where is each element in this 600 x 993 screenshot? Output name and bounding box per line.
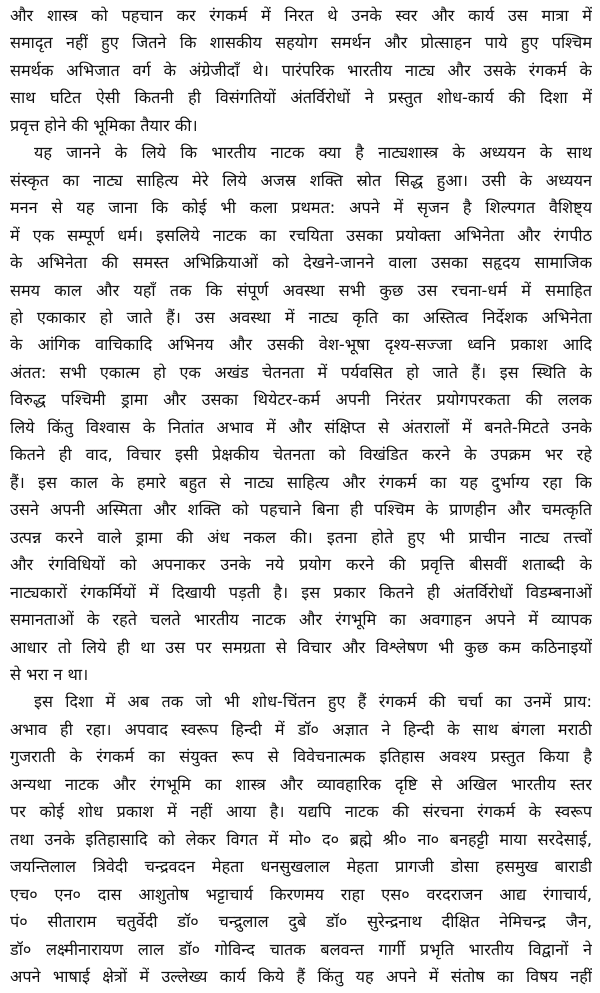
- text-line: से भरा न था।: [10, 665, 89, 684]
- text-line: पर कोई शोध प्रकाश में नहीं आया है। यद्यपि नाटक की संरचना रंगकर्म के स्वरूप: [10, 802, 592, 821]
- text-line: अभाव ही रहा। अपवाद स्वरूप हिन्दी में डॉ० अज्ञात ने हिन्दी के साथ बंगला मराठी: [10, 720, 592, 739]
- text-line: के अभिनेता की समस्त अभिक्रियाओं को देखने-जानने वाला उसका सहृदय सामाजिक: [10, 253, 592, 272]
- text-line: पं० सीताराम चतुर्वेदी डॉ० चन्द्रुलाल दुबे डॉ० सुरेन्द्रनाथ दीक्षित नेमिचन्द्र जैन,: [10, 912, 592, 931]
- text-line: प्रवृत्त होने की भूमिका तैयार की।: [10, 116, 198, 135]
- text-line: समानताओं के रहते चलते भारतीय नाटक और रंगभूमि का अवगाहन अपने में व्यापक: [10, 610, 592, 629]
- text-line: कितने ही वाद, विचार इसी प्रेक्षकीय चेतनता को विखंडित करने के उपक्रम भर रहे: [10, 445, 592, 464]
- text-line: अपने भाषाई क्षेत्रों में उल्लेख्य कार्य किये हैं किंतु यह अपने में संतोष का विषय नहीं: [10, 967, 592, 986]
- text-line: अन्यथा नाटक और रंगभूमि का शास्त्र और व्यावहारिक दृष्टि से अखिल भारतीय स्तर: [10, 775, 592, 794]
- text-line: तथा उनके इतिहासादि को लेकर विगत में मो० द० ब्रह्मे श्री० ना० बनहट्टी माया सरदेसाई,: [10, 830, 592, 849]
- text-line: समादृत नहीं हुए जितने कि शासकीय सहयोग समर्थन और प्रोत्साहन पाये हुए पश्चिम: [10, 33, 592, 52]
- text-line: मनन से यह जाना कि कोई भी कला प्रथमत: अपने में सृजन है शिल्पगत वैशिष्ट्य: [10, 198, 592, 217]
- text-line: और शास्त्र को पहचान कर रंगकर्म में निरत थे उनके स्वर और कार्य उस मात्रा में: [10, 6, 592, 25]
- text-line: यह जानने के लिये कि भारतीय नाटक क्या है नाट्यशास्त्र के अध्ययन के साथ: [34, 143, 592, 162]
- text-line: लिये किंतु विश्वास के नितांत अभाव में और संक्षिप्त से अंतरालों में बनते-मिटते उनके: [10, 418, 592, 437]
- text-line: अंतत: सभी एकात्म हो एक अखंड चेतनता में पर्यवसित हो जाते हैं। इस स्थिति के: [10, 363, 592, 382]
- text-line: डॉ० लक्ष्मीनारायण लाल डॉ० गोविन्द चातक बलवन्त गार्गी प्रभृति भारतीय विद्वानों ने: [10, 940, 592, 959]
- text-line: जयन्तिलाल त्रिवेदी चन्द्रवदन मेहता धनसुखलाल मेहता प्रागजी डोसा हसमुख बाराडी: [10, 857, 592, 876]
- text-line: इस दिशा में अब तक जो भी शोध-चिंतन हुए हैं रंगकर्म की चर्चा का उनमें प्राय:: [34, 692, 592, 711]
- text-line: हैं। इस काल के हमारे बहुत से नाट्य साहित्य और रंगकर्म का यह दुर्भाग्य रहा कि: [10, 473, 592, 492]
- text-line: नाट्यकारों रंगकर्मियों में दिखायी पड़ती है। इस प्रकार कितने ही अंतर्विरोधों विडम्बनाओं: [10, 583, 592, 602]
- text-line: संस्कृत का नाट्य साहित्य मेरे लिये अजस्र शक्ति स्रोत सिद्ध हुआ। उसी के अध्ययन: [10, 171, 592, 190]
- text-line: में एक सम्पूर्ण धर्म। इसलिये नाटक का रचयिता उसका प्रयोक्ता अभिनेता और रंगपीठ: [10, 226, 592, 245]
- text-line: विरुद्ध पश्चिमी ड्रामा और उसका थियेटर-कर्म अपनी निरंतर प्रयोगपरकता की ललक: [10, 390, 592, 409]
- text-line: एच० एन० दास आशुतोष भट्टाचार्य किरणमय राहा एस० वरदराजन आद्य रंगाचार्य,: [10, 885, 592, 904]
- text-line: उत्पन्न करने वाले ड्रामा की अंध नकल की। इतना होते हुए भी प्राचीन नाट्य तत्त्वों: [10, 528, 592, 547]
- text-line: हो एकाकार हो जाते हैं। उस अवस्था में नाट्य कृति का अस्तित्व निर्देशक अभिनेता: [10, 308, 592, 327]
- text-line: समय काल और यहाँ तक कि संपूर्ण अवस्था सभी कुछ उस रचना-धर्म में समाहित: [10, 281, 592, 300]
- text-line: साथ घटित ऐसी कितनी ही विसंगतियों अंतर्विरोधों ने प्रस्तुत शोध-कार्य की दिशा में: [10, 88, 592, 107]
- text-line: और रंगविधियों को अपनाकर उनके नये प्रयोग करने की प्रवृत्ति बीसवीं शताब्दी के: [10, 555, 592, 574]
- text-line: समर्थक अभिजात वर्ग के अंग्रेजीदाँ थे। पारंपरिक भारतीय नाट्य और उसके रंगकर्म के: [10, 61, 592, 80]
- text-line: उसने अपनी अस्मिता और शक्ति को पहचाने बिना ही पश्चिम के प्राणहीन और चमत्कृति: [10, 500, 592, 519]
- text-line: के आंगिक वाचिकादि अभिनय और उसकी वेश-भूषा दृश्य-सज्जा ध्वनि प्रकाश आदि: [10, 335, 592, 354]
- text-line: आधार तो लिये ही था उस पर समग्रता से विचार और विश्लेषण भी कुछ कम कठिनाइयों: [10, 638, 592, 657]
- text-line: गुजराती के रंगकर्म का संयुक्त रूप से विवेचनात्मक इतिहास अवश्य प्रस्तुत किया है: [10, 747, 592, 766]
